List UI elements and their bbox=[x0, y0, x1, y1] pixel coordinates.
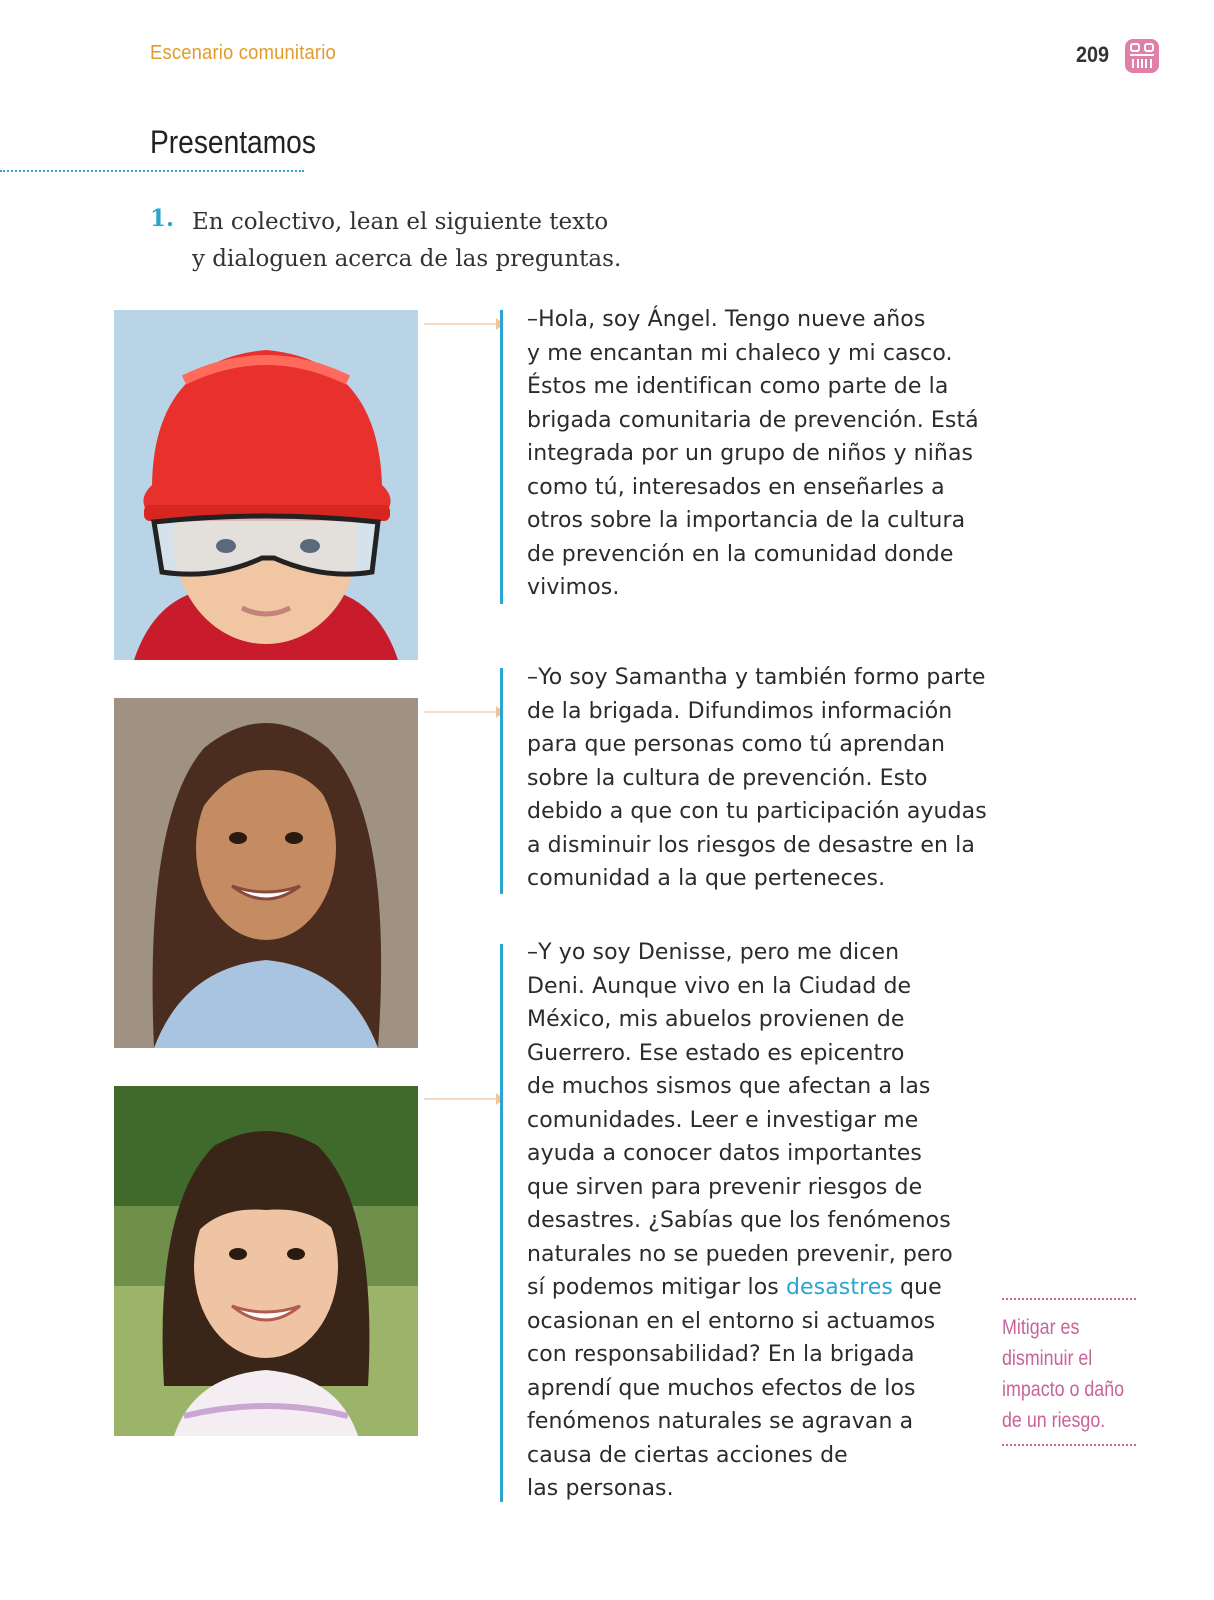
text-line: a disminuir los riesgos de desastre en la bbox=[527, 832, 975, 858]
text-line: –Yo soy Samantha y también formo parte bbox=[527, 665, 986, 690]
text-line: integrada por un grupo de niños y niñas bbox=[527, 441, 974, 466]
text-line: de prevención en la comunidad donde bbox=[527, 541, 954, 567]
text-line: vivimos. bbox=[527, 575, 620, 600]
text-line: desastres. ¿Sabías que los fenómenos bbox=[527, 1208, 951, 1233]
text-line: Guerrero. Ese estado es epicentro bbox=[527, 1040, 905, 1066]
running-head: Escenario comunitario bbox=[150, 42, 336, 64]
photo-girl-long-hair bbox=[114, 698, 418, 1048]
text-line: brigada comunitaria de prevención. Está bbox=[527, 407, 979, 433]
text-line: causa de ciertas acciones de bbox=[527, 1442, 848, 1468]
text-line: ocasionan en el entorno si actuamos bbox=[527, 1308, 936, 1334]
text-fragment: sí podemos mitigar los bbox=[527, 1275, 786, 1300]
text-line: y me encantan mi chaleco y mi casco. bbox=[527, 340, 953, 366]
glossary-line: impacto o daño bbox=[1002, 1378, 1125, 1401]
text-line: naturales no se pueden prevenir, pero bbox=[527, 1241, 953, 1267]
text-line: para que personas como tú aprendan bbox=[527, 732, 946, 757]
text-line: aprendí que muchos efectos de los bbox=[527, 1375, 916, 1401]
paragraph-samantha bbox=[527, 661, 987, 896]
text-line: las personas. bbox=[527, 1476, 674, 1501]
text-line: comunidad a la que perteneces. bbox=[527, 866, 886, 891]
paragraph-denisse bbox=[527, 936, 953, 1506]
text-fragment: que bbox=[892, 1275, 942, 1300]
text-line: de la brigada. Difundimos información bbox=[527, 698, 953, 724]
text-line: comunidades. Leer e investigar me bbox=[527, 1107, 919, 1133]
text-line-highlight bbox=[527, 1271, 953, 1305]
text-line: de muchos sismos que afectan a las bbox=[527, 1074, 931, 1099]
instruction-line: En colectivo, lean el siguiente texto bbox=[192, 209, 609, 235]
text-line: Éstos me identifican como parte de la bbox=[527, 374, 949, 399]
text-line: otros sobre la importancia de la cultura bbox=[527, 508, 966, 533]
text-line: como tú, interesados en enseñarles a bbox=[527, 474, 945, 500]
glossary-line: disminuir el bbox=[1002, 1347, 1093, 1370]
glossary-box bbox=[1002, 1298, 1136, 1446]
text-line: México, mis abuelos provienen de bbox=[527, 1007, 905, 1032]
text-line: fenómenos naturales se agravan a bbox=[527, 1409, 914, 1434]
section-title: Presentamos bbox=[150, 124, 316, 160]
glyph-icon bbox=[1124, 38, 1160, 74]
text-line: Deni. Aunque vivo en la Ciudad de bbox=[527, 973, 912, 999]
connector-arrow bbox=[424, 711, 502, 713]
connector-arrow bbox=[424, 1098, 502, 1100]
photo-girl-bangs bbox=[114, 1086, 418, 1436]
text-line: ayuda a conocer datos importantes bbox=[527, 1141, 922, 1166]
text-line: –Hola, soy Ángel. Tengo nueve años bbox=[527, 307, 926, 332]
text-line: sobre la cultura de prevención. Esto bbox=[527, 765, 928, 791]
text-line: –Y yo soy Denisse, pero me dicen bbox=[527, 940, 900, 965]
glossary-line: Mitigar es bbox=[1002, 1316, 1080, 1339]
text-line: que sirven para prevenir riesgos de bbox=[527, 1174, 923, 1200]
glossary-line: de un riesgo. bbox=[1002, 1409, 1106, 1432]
quote-bar bbox=[500, 310, 503, 604]
instruction-line: y dialoguen acerca de las preguntas. bbox=[192, 246, 622, 272]
glossary-term-desastres[interactable]: desastres bbox=[785, 1275, 893, 1300]
connector-arrow bbox=[424, 323, 502, 325]
page-number: 209 bbox=[1076, 42, 1110, 67]
title-divider bbox=[0, 170, 304, 172]
text-line: con responsabilidad? En la brigada bbox=[527, 1342, 915, 1367]
photo-boy-hard-hat bbox=[114, 310, 418, 660]
text-line: debido a que con tu participación ayudas bbox=[527, 799, 987, 824]
glossary-text bbox=[1002, 1312, 1125, 1436]
instruction-number: 1. bbox=[150, 205, 175, 232]
quote-bar bbox=[500, 668, 503, 894]
paragraph-angel bbox=[527, 303, 979, 605]
quote-bar bbox=[500, 944, 503, 1502]
instruction-text bbox=[192, 204, 712, 278]
